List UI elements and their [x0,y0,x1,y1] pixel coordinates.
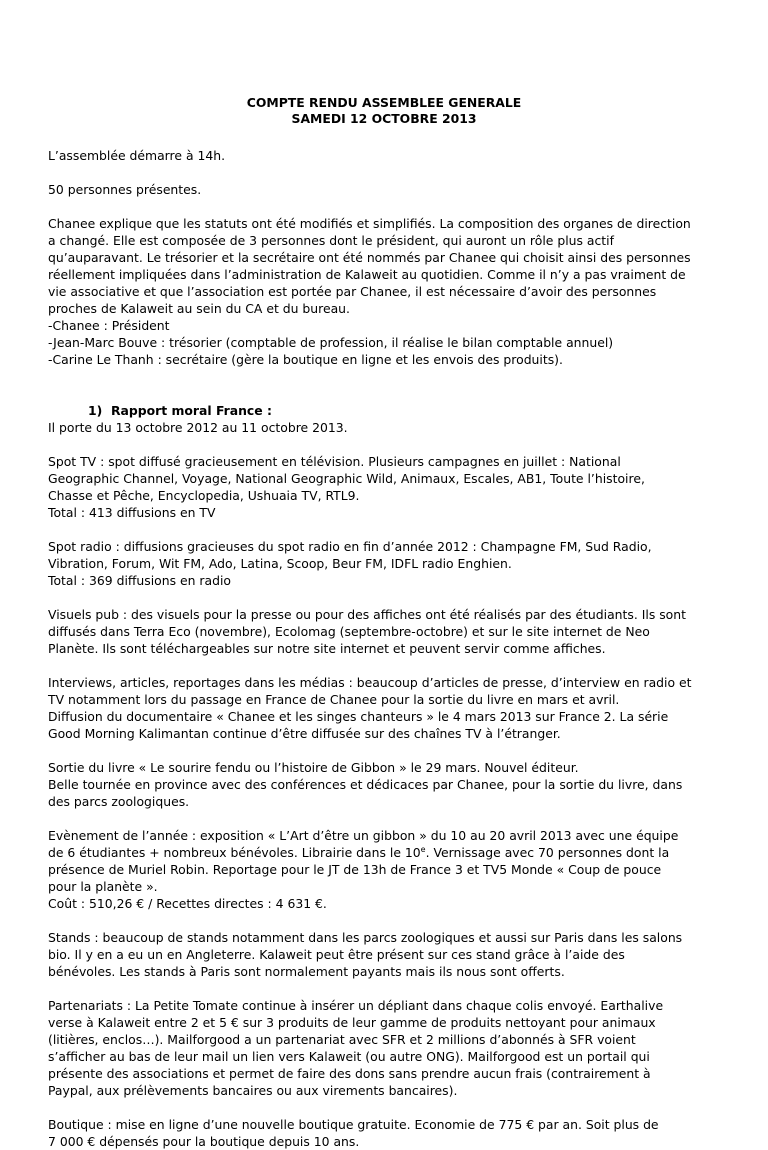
text-line: présence de Muriel Robin. Reportage pour le JT de 13h de France 3 et TV5 Monde « Coup de pouce [48,862,662,877]
text-line: Total : 413 diffusions en TV [48,505,216,520]
text-line: -Jean-Marc Bouve : trésorier (comptable de profession, il réalise le bilan comptable annuel) [48,335,614,350]
text-line: -Chanee : Président [48,318,170,333]
text-line: Vibration, Forum, Wit FM, Ado, Latina, Scoop, Beur FM, IDFL radio Enghien. [48,556,512,571]
text-line: présente des associations et permet de faire des dons sans prendre aucun frais (contrairement à [48,1066,651,1081]
text-line: 50 personnes présentes. [48,182,202,197]
section-title: Rapport moral France : [111,403,272,418]
paragraph [48,929,768,980]
text-line: Boutique : mise en ligne d’une nouvelle boutique gratuite. Economie de 775 € par an. Soit plus de [48,1117,659,1132]
paragraph [48,215,768,368]
text-line: Chasse et Pêche, Encyclopedia, Ushuaia TV, RTL9. [48,488,360,503]
text-line: Stands : beaucoup de stands notamment dans les parcs zoologiques et aussi sur Paris dans les salons [48,930,683,945]
section-heading [48,402,768,419]
paragraph [48,997,768,1099]
text-line: Il porte du 13 octobre 2012 au 11 octobre 2013. [48,420,348,435]
text-line: bénévoles. Les stands à Paris sont normalement payants mais ils nous sont offerts. [48,964,565,979]
text-line: verse à Kalaweit entre 2 et 5 € sur 3 produits de leur gamme de produits nettoyant pour animaux [48,1015,656,1030]
text-fragment: e [420,844,426,854]
text-line: bio. Il y en a eu un en Angleterre. Kalaweit peut être présent sur ces stand grâce à l’aide des [48,947,625,962]
text-line: Total : 369 diffusions en radio [48,573,231,588]
text-line: a changé. Elle est composée de 3 personnes dont le président, qui auront un rôle plus actif [48,233,614,248]
text-line: Paypal, aux prélèvements bancaires ou aux virements bancaires). [48,1083,458,1098]
title-date: SAMEDI 12 OCTOBRE 2013 [291,111,477,126]
title-line: COMPTE RENDU ASSEMBLEE GENERALE [246,95,522,110]
text-line: L’assemblée démarre à 14h. [48,148,226,163]
paragraph [48,538,768,589]
paragraph [48,419,768,436]
text-line: qu’auparavant. Le trésorier et la secrétaire ont été nommés par Chanee qui choisit ainsi des personnes [48,250,691,265]
text-line: Planète. Ils sont téléchargeables sur notre site internet et peuvent servir comme affiches. [48,641,606,656]
intro-section [48,147,768,368]
text-line: vie associative et que l’association est portée par Chanee, il est nécessaire d’avoir des personnes [48,284,657,299]
document-title [0,95,768,127]
text-line: 7 000 € dépensés pour la boutique depuis 10 ans. [48,1134,360,1149]
paragraph [48,759,768,810]
text-line: Good Morning Kalimantan continue d’être diffusée sur des chaînes TV à l’étranger. [48,726,561,741]
text-line: Coût : 510,26 € / Recettes directes : 4 631 €. [48,896,327,911]
text-fragment: . Vernissage avec 70 personnes dont la [425,845,670,860]
text-line: des parcs zoologiques. [48,794,190,809]
paragraph [48,606,768,657]
text-line: Spot radio : diffusions gracieuses du spot radio en fin d’année 2012 : Champagne FM, Sud Radio, [48,539,652,554]
text-line: Sortie du livre « Le sourire fendu ou l’histoire de Gibbon » le 29 mars. Nouvel éditeur. [48,760,579,775]
section-number: 1) [88,403,103,418]
text-line: (litières, enclos…). Mailforgood a un partenariat avec SFR et 2 millions d’abonnés à SFR voient [48,1032,636,1047]
text-line: réellement impliquées dans l’administration de Kalaweit au quotidien. Comme il n’y a pas vraiment de [48,267,686,282]
text-line: Interviews, articles, reportages dans les médias : beaucoup d’articles de presse, d’interview en radio et [48,675,692,690]
paragraph [48,827,768,912]
paragraph [48,674,768,742]
paragraph [48,181,768,198]
text-line: -Carine Le Thanh : secrétaire (gère la boutique en ligne et les envois des produits). [48,352,563,367]
text-line-with-superscript [48,844,768,861]
text-line: Partenariats : La Petite Tomate continue à insérer un dépliant dans chaque colis envoyé. Earthalive [48,998,664,1013]
text-line: proches de Kalaweit au sein du CA et du bureau. [48,301,350,316]
text-line: Belle tournée en province avec des conférences et dédicaces par Chanee, pour la sortie du livre, dans [48,777,683,792]
text-line: Geographic Channel, Voyage, National Geographic Wild, Animaux, Escales, AB1, Toute l’histoire, [48,471,645,486]
text-line: TV notamment lors du passage en France de Chanee pour la sortie du livre en mars et avril. [48,692,620,707]
paragraph [48,453,768,521]
text-line: diffusés dans Terra Eco (novembre), Ecolomag (septembre-octobre) et sur le site internet de Neo [48,624,650,639]
text-line: Visuels pub : des visuels pour la presse ou pour des affiches ont été réalisés par des étudiants. Ils sont [48,607,686,622]
text-line: Evènement de l’année : exposition « L’Art d’être un gibbon » du 10 au 20 avril 2013 avec une équipe [48,828,679,843]
text-line: Diffusion du documentaire « Chanee et les singes chanteurs » le 4 mars 2013 sur France 2. La série [48,709,669,724]
section-body [48,419,768,1150]
text-line: pour la planète ». [48,879,158,894]
text-line: Chanee explique que les statuts ont été modifiés et simplifiés. La composition des organes de direction [48,216,691,231]
paragraph [48,147,768,164]
text-line: s’afficher au bas de leur mail un lien vers Kalaweit (ou autre ONG). Mailforgood est un portail qui [48,1049,650,1064]
text-fragment: de 6 étudiantes + nombreux bénévoles. Librairie dans le 10 [48,845,421,860]
text-line: Spot TV : spot diffusé gracieusement en télévision. Plusieurs campagnes en juillet : National [48,454,621,469]
paragraph [48,1116,768,1150]
